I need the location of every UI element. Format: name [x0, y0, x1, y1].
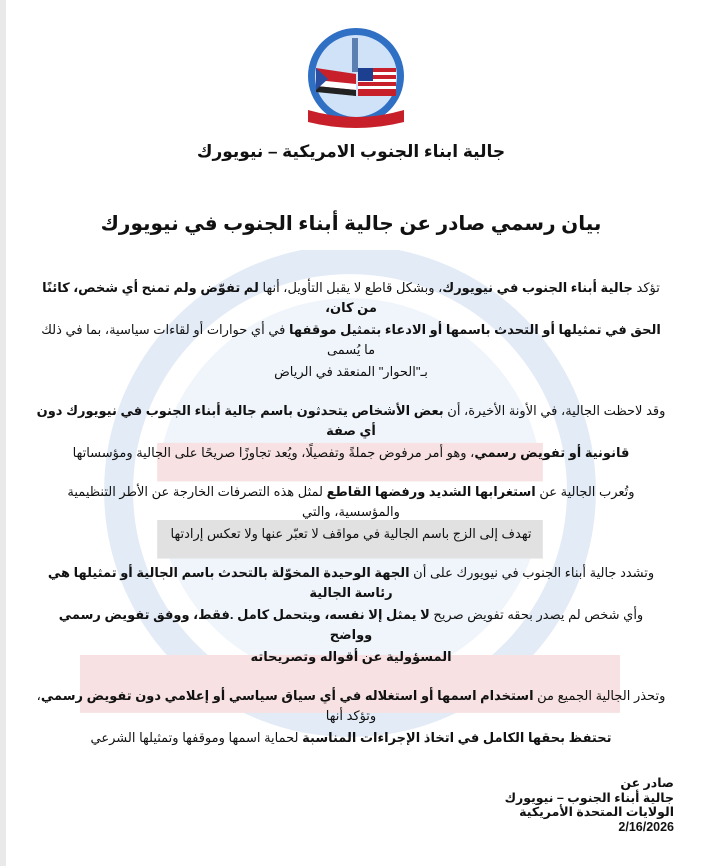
text: ، وتؤكد أنها	[36, 688, 377, 723]
statement-line	[36, 441, 666, 480]
statement-line	[36, 480, 666, 522]
text: وتشدد جالية أبناء الجنوب في نيويورك على أن	[409, 565, 655, 580]
bold-text: الجهة الوحيدة المخوّلة بالتحدث باسم الجالية أو تمثيلها هي رئاسة الجالية	[47, 565, 410, 600]
statement-line	[36, 318, 666, 360]
signature-date: 2/16/2026	[618, 819, 674, 834]
bold-text: لم تفوّض ولم تمنح أي شخص، كائنًا من كان،	[42, 280, 377, 315]
statement-line	[36, 276, 666, 318]
bold-text: المسؤولية عن أقواله وتصريحاته	[250, 649, 452, 664]
text: تهدف إلى الزج باسم الجالية في مواقف لا تعبّر عنها ولا تعكس إرادتها	[170, 526, 532, 541]
statement-line	[36, 645, 666, 684]
text: تؤكد	[632, 280, 660, 295]
bold-text: الحق في تمثيلها أو التحدث باسمها أو الادعاء بتمثيل موقفها	[288, 322, 661, 337]
text: وتحذر الجالية الجميع من	[533, 688, 666, 703]
statement-line	[36, 360, 666, 399]
statement-line	[36, 561, 666, 603]
page-edge	[0, 0, 6, 866]
statement-title: بيان رسمي صادر عن جالية أبناء الجنوب في نيويورك	[100, 213, 602, 235]
bold-text: بعض الأشخاص يتحدثون باسم جالية أبناء الجنوب في نيويورك دون أي صفة	[36, 403, 444, 438]
association-logo	[300, 24, 412, 136]
bold-text: استخدام اسمها أو استغلاله في أي سياق سياسي أو إعلامي دون تفويض رسمي	[40, 688, 534, 703]
text: وأي شخص لم يصدر بحقه تفويض صريح	[429, 607, 644, 622]
text: لحماية اسمها وموقفها وتمثيلها الشرعي	[90, 730, 303, 745]
statement-line	[36, 684, 666, 726]
organization-heading: جالية ابناء الجنوب الامريكية – نيويورك	[196, 142, 506, 161]
statement-line	[36, 603, 666, 645]
bold-text: تحتفظ بحقها الكامل في اتخاذ الإجراءات المناسبة	[302, 730, 612, 745]
statement-line	[36, 399, 666, 441]
text: في أي حوارات أو لقاءات سياسية، بما في ذلك ما يُسمى	[41, 322, 376, 357]
signature-country: الولايات المتحدة الأمريكية	[519, 805, 674, 819]
text: ، وهو أمر مرفوض جملةً وتفصيلًا، ويُعد تجاوزًا صريحًا على الجالية ومؤسساتها	[72, 445, 475, 460]
signature-block	[505, 776, 674, 834]
bold-text: جالية أبناء الجنوب في نيويورك	[442, 280, 633, 295]
issued-by: صادر عن	[620, 776, 674, 790]
text: بـ"الحوار" المنعقد في الرياض	[274, 364, 428, 379]
bold-text: استغرابها الشديد ورفضها القاطع	[326, 484, 536, 499]
text: لمثل هذه التصرفات الخارجة عن الأطر التنظيمية والمؤسسية، والتي	[67, 484, 400, 519]
statement-body	[36, 276, 666, 765]
text: وقد لاحظت الجالية، في الأونة الأخيرة، أن	[443, 403, 666, 418]
statement-line	[36, 726, 666, 765]
statement-line	[36, 522, 666, 561]
signature-org: جالية أبناء الجنوب – نيويورك	[504, 790, 674, 805]
bold-text: قانونية أو تفويض رسمي	[474, 445, 630, 460]
text: ، وبشكل قاطع لا يقبل التأويل، أنها	[258, 280, 443, 295]
bold-text: لا يمثل إلا نفسه، ويتحمل كامل .فقط، ووفق تفويض رسمي وواضح	[58, 607, 430, 642]
text: وتُعرب الجالية عن	[535, 484, 635, 499]
